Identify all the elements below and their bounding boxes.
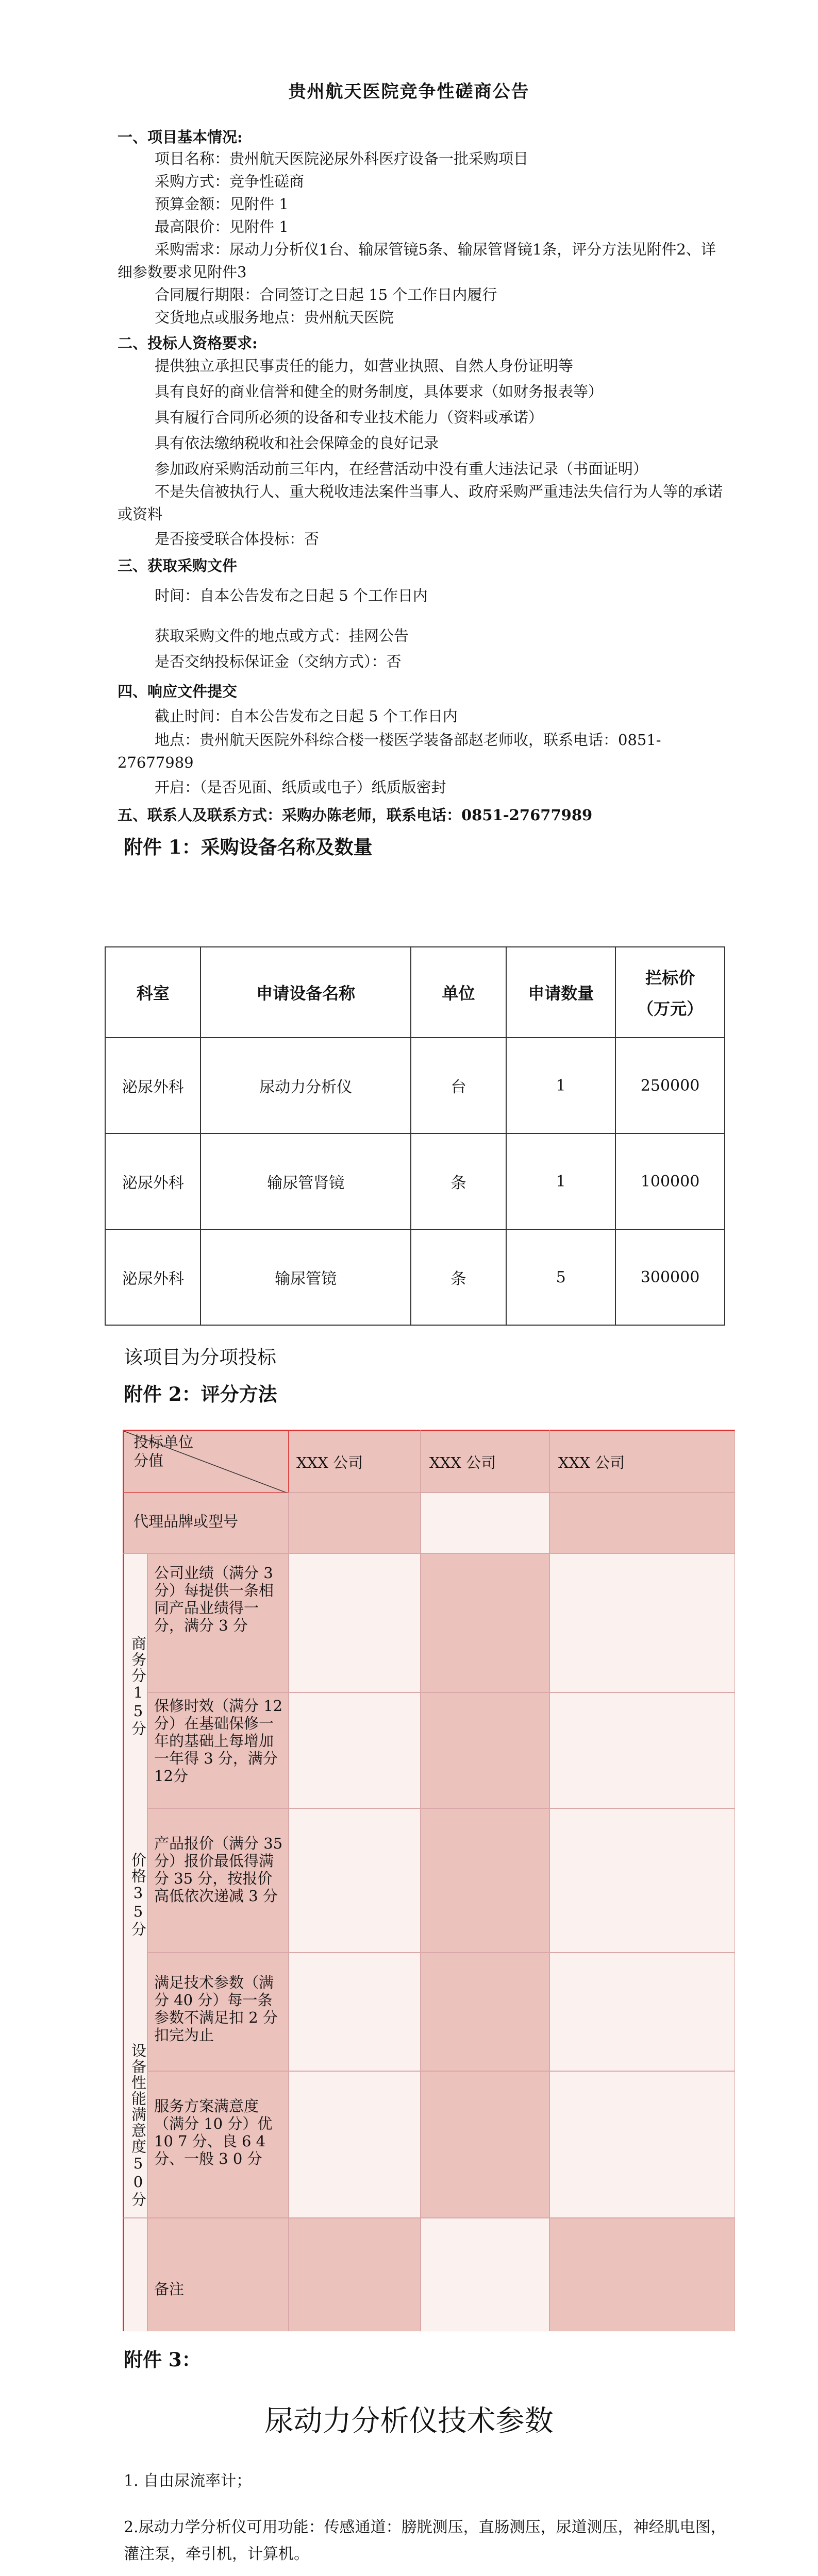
- contact-line: 五、联系人及联系方式：采购办陈老师，联系电话：0851-27677989: [118, 806, 593, 824]
- company-name: XXX 公司: [429, 1454, 496, 1471]
- score-cell: [549, 1692, 735, 1808]
- section-2-heading: 二、投标人资格要求:: [118, 334, 258, 352]
- obtain-time-line: 时间：自本公告发布之日起 5 个工作日内: [155, 587, 428, 604]
- urodynamic-param-line: 2.尿动力学分析仪可用功能：传感通道：膀胱测压，直肠测压，尿道测压，神经肌电图，灌注泵，牵引机，计算机。: [124, 2518, 726, 2563]
- brand-row-label: 代理品牌或型号: [133, 1513, 239, 1530]
- score-cell: [421, 1493, 549, 1553]
- score-cell: [549, 2071, 735, 2218]
- header-dept: 科室: [105, 947, 201, 1038]
- consortium-line: 是否接受联合体投标：否: [155, 530, 320, 548]
- budget-line: 预算金额：见附件 1: [155, 195, 289, 213]
- item-cell: [147, 1808, 289, 1953]
- score-cell: [289, 1493, 421, 1553]
- item-price: 产品报价（满分 35分）报价最低得满分 35 分，按报价高低依次递减 3 分: [154, 1835, 283, 1905]
- score-cell: [289, 2071, 421, 2218]
- corner-cell: [123, 1430, 289, 1493]
- contract-period-line: 合同履行期限：合同签订之日起 15 个工作日内履行: [155, 286, 497, 303]
- score-cell: [421, 1553, 549, 1692]
- urodynamic-param-line: 1. 自由尿流率计；: [124, 2472, 252, 2490]
- obtain-method-line: 获取采购文件的地点或方式：挂网公告: [155, 627, 409, 645]
- section-1-heading: 一、项目基本情况:: [118, 128, 243, 146]
- qualification-line: 参加政府采购活动前三年内，在经营活动中没有重大违法记录（书面证明）: [155, 460, 648, 478]
- company-name: XXX 公司: [558, 1454, 625, 1471]
- score-cell: [421, 2218, 549, 2331]
- scoring-table: [123, 1430, 735, 2331]
- cell-unit: 条: [411, 1133, 506, 1229]
- cell-dept: 泌尿外科: [105, 1229, 201, 1325]
- header-device: 申请设备名称: [201, 947, 410, 1038]
- company-name: XXX 公司: [296, 1454, 363, 1471]
- score-cell: [289, 1953, 421, 2071]
- item-service: 服务方案满意度（满分 10 分）优 10 7 分、良 6 4 分、一般 3 0 分: [154, 2097, 273, 2167]
- project-name-line: 项目名称：贵州航天医院泌尿外科医疗设备一批采购项目: [155, 150, 529, 167]
- brand-row-label-cell: [123, 1493, 289, 1553]
- item-cell: [147, 1692, 289, 1808]
- attachment-3-title: 附件 3：: [124, 2348, 201, 2371]
- score-cell: [549, 2218, 735, 2331]
- score-cell: [549, 1808, 735, 1953]
- item-performance: 公司业绩（满分 3 分）每提供一条相同产品业绩得一分，满分 3 分: [154, 1564, 274, 1634]
- score-cell: [421, 1692, 549, 1808]
- group-device-label: 设备性能满意度50分: [129, 2043, 147, 2208]
- item-cell: [147, 2071, 289, 2218]
- cell-unit: 条: [411, 1229, 506, 1325]
- section-4-heading: 四、响应文件提交: [118, 683, 238, 700]
- cell-price: 100000: [615, 1133, 725, 1229]
- item-tech: 满足技术参数（满分 40 分）每一条参数不满足扣 2 分扣完为止: [154, 1974, 278, 2044]
- qualification-line: 不是失信被执行人、重大税收违法案件当事人、政府采购严重违法失信行为人等的承诺或资料: [118, 483, 723, 523]
- corner-top-label: 投标单位: [133, 1433, 194, 1451]
- cell-device: 输尿管镜: [201, 1229, 410, 1325]
- qualification-line: 提供独立承担民事责任的能力，如营业执照、自然人身份证明等: [155, 357, 574, 375]
- score-cell: [289, 2218, 421, 2331]
- table-row: [105, 1133, 725, 1229]
- document-title: 贵州航天医院竞争性磋商公告: [288, 81, 530, 102]
- company-header: [549, 1430, 735, 1493]
- deadline-line: 截止时间：自本公告发布之日起 5 个工作日内: [155, 707, 458, 725]
- attachment-2-title: 附件 2：评分方法: [124, 1383, 277, 1405]
- header-price-unit: （万元）: [637, 999, 704, 1019]
- requirement-line: 采购需求：尿动力分析仪1台、输尿管镜5条、输尿管肾镜1条，评分方法见附件2、详细参数要求见附件3: [118, 241, 716, 281]
- cell-qty: 1: [506, 1133, 615, 1229]
- item-warranty: 保修时效（满分 12分）在基础保修一年的基础上每增加一年得 3 分，满分12分: [154, 1697, 283, 1785]
- cell-dept: 泌尿外科: [105, 1038, 201, 1133]
- score-cell: [289, 1553, 421, 1692]
- delivery-place-line: 交货地点或服务地点：贵州航天医院: [155, 309, 394, 326]
- deposit-line: 是否交纳投标保证金（交纳方式）：否: [155, 653, 402, 670]
- corner-bottom-label: 分值: [133, 1452, 164, 1469]
- score-cell: [549, 1493, 735, 1553]
- score-cell: [549, 1553, 735, 1692]
- score-cell: [289, 1808, 421, 1953]
- company-header: [289, 1430, 421, 1493]
- note-label: 备注: [154, 2280, 185, 2298]
- cell-device: 输尿管肾镜: [201, 1133, 410, 1229]
- score-cell: [421, 2071, 549, 2218]
- header-price-label: 拦标价: [645, 968, 695, 988]
- max-price-line: 最高限价：见附件 1: [155, 218, 289, 235]
- qualification-line: 具有良好的商业信誉和健全的财务制度，具体要求（如财务报表等）: [155, 383, 604, 400]
- header-price: [615, 947, 725, 1038]
- company-header: [421, 1430, 549, 1493]
- purchase-method-line: 采购方式：竞争性磋商: [155, 173, 305, 190]
- item-cell: [147, 1953, 289, 2071]
- section-3-heading: 三、获取采购文件: [118, 557, 238, 574]
- opening-line: 开启：（是否见面、纸质或电子）纸质版密封: [155, 778, 446, 796]
- score-cell: [421, 1953, 549, 2071]
- cell-qty: 5: [506, 1229, 615, 1325]
- urodynamic-params-title: 尿动力分析仪技术参数: [264, 2404, 554, 2438]
- score-cell: [421, 1808, 549, 1953]
- table-row: [105, 1229, 725, 1325]
- attachment-1-title: 附件 1：采购设备名称及数量: [124, 836, 373, 858]
- equipment-table: [105, 946, 725, 1326]
- bidding-note: 该项目为分项投标: [124, 1346, 276, 1368]
- cell-price: 300000: [615, 1229, 725, 1325]
- qualification-line: 具有履行合同所必须的设备和专业技术能力（资料或承诺）: [155, 409, 544, 426]
- cell-price: 250000: [615, 1038, 725, 1133]
- cell-unit: 台: [411, 1038, 506, 1133]
- score-cell: [289, 1692, 421, 1808]
- submission-place-line: 地点：贵州航天医院外科综合楼一楼医学装备部赵老师收，联系电话：0851-27677989: [118, 731, 661, 771]
- score-cell: [549, 1953, 735, 2071]
- header-unit: 单位: [411, 947, 506, 1038]
- group-business-label: 商务分15分: [129, 1636, 147, 1737]
- note-cell: [147, 2218, 289, 2331]
- table-header-row: [105, 947, 725, 1038]
- header-qty: 申请数量: [506, 947, 615, 1038]
- table-row: [105, 1038, 725, 1133]
- cell-qty: 1: [506, 1038, 615, 1133]
- group-price-label: 价格35分: [129, 1852, 147, 1937]
- item-cell: [147, 1553, 289, 1692]
- cell-dept: 泌尿外科: [105, 1133, 201, 1229]
- group-column: [123, 2218, 147, 2331]
- cell-device: 尿动力分析仪: [201, 1038, 410, 1133]
- qualification-line: 具有依法缴纳税收和社会保障金的良好记录: [155, 434, 439, 452]
